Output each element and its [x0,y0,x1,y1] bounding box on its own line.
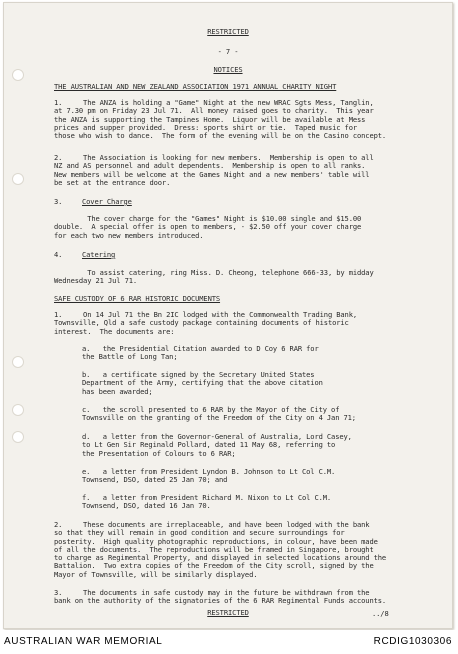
document-item-a: a. the Presidential Citation awarded to D Coy 6 RAR for the Battle of Long Tan; [82,344,319,362]
cover-charge-paragraph: The cover charge for the "Games" Night is $10.00 single and $15.00 double. A special offer is open to members, - $2.50 off your cover charge for each two new members introduced. [54,214,362,240]
document-item-f: f. a letter from President Richard M. Nixon to Lt Col C.M. Townsend, DSO, dated 16 Jan 70. [82,493,332,511]
archive-reference: RCDIG1030306 [373,636,452,647]
safe-custody-paragraph-2: 2. These documents are irreplaceable, and have been lodged with the bank so that they will remain in good condition and secure surroundings for posterity. High quality photographic reproductions, in colour, have been made of all the documents. The reproductions will be framed in Singapore, brought to charge as Regimental Property, and displayed in selected locations around the Battalion. Two extra copies of the Freedom of the City scroll, signed by the Mayor of Townsville, will be similarly displayed. [54,520,387,579]
punch-hole [12,404,24,416]
punch-hole [12,173,24,185]
punch-hole [12,431,24,443]
page-number: - 7 - [217,47,239,56]
paragraph-4-number: 4. [54,250,63,259]
catering-title: Catering [82,250,116,259]
anza-section-title: THE AUSTRALIAN AND NEW ZEALAND ASSOCIATION 1971 ANNUAL CHARITY NIGHT [54,82,337,91]
document-item-e: e. a letter from President Lyndon B. Johnson to Lt Col C.M. Townsend, DSO, dated 25 Jan 70; and [82,467,336,485]
document-item-d: d. a letter from the Governor-General of Australia, Lord Casey, to Lt Gen Sir Reginald Pollard, dated 11 May 68, referring to the Presentation of Colours to 6 RAR; [82,432,352,458]
archive-footer [0,630,458,654]
paragraph-3-number: 3. [54,197,63,206]
safe-custody-paragraph-3: 3. The documents in safe custody may in the future be withdrawn from the bank on the authority of the signatories of the 6 RAR Regimental Funds accounts. [54,588,387,606]
catering-paragraph: To assist catering, ring Miss. D. Cheong, telephone 666-33, by midday Wednesday 21 Jul 71. [54,268,374,286]
safe-custody-section-title: SAFE CUSTODY OF 6 RAR HISTORIC DOCUMENTS [54,294,221,303]
punch-hole [12,356,24,368]
notices-heading: NOTICES [213,65,243,74]
classification-marking-top: RESTRICTED [207,27,249,36]
classification-marking-bottom: RESTRICTED [207,608,249,617]
document-item-c: c. the scroll presented to 6 RAR by the Mayor of the City of Townsville on the granting of the Freedom of the City on 4 Jan 71; [82,405,356,423]
cover-charge-title: Cover Charge [82,197,132,206]
document-page [3,2,453,629]
document-item-b: b. a certificate signed by the Secretary United States Department of the Army, certifying that the above citation has been awarded; [82,370,323,396]
continuation-marker: ../8 [372,609,389,618]
safe-custody-paragraph-1: 1. On 14 Jul 71 the Bn 2IC lodged with the Commonwealth Trading Bank, Townsville, Qld a safe custody package containing documents of historic interest. The documents are: [54,310,358,336]
anza-paragraph-1: 1. The ANZA is holding a "Game" Night at the new WRAC Sgts Mess, Tanglin, at 7.30 pm on Friday 23 Jul 71. All money raised goes to charity. This year the ANZA is supporting the Tampines Home. Liquor will be available at Mess prices and supper provided. Dress: sports shirt or tie. Taped music for those who wish to dance. The form of the evening will be on the Casino concept. [54,98,387,141]
archive-name: AUSTRALIAN WAR MEMORIAL [4,636,163,647]
anza-paragraph-2: 2. The Association is looking for new members. Membership is open to all NZ and AS personnel and adult dependents. Membership is open to all ranks. New members will be welcome at the Games Night and a new members' table will be set at the entrance door. [54,153,374,187]
